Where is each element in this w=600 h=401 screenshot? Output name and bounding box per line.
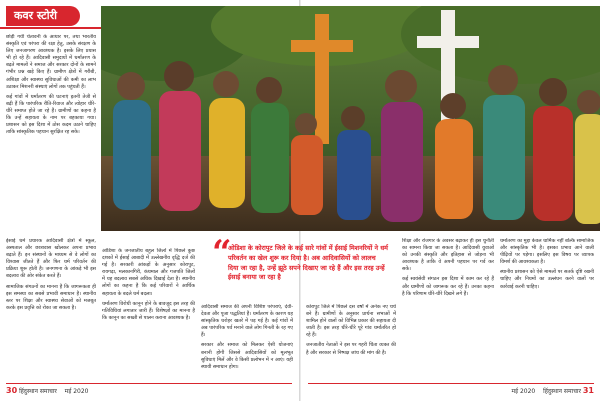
- text-column-2: [102, 248, 195, 380]
- footer-rule-right: [308, 383, 594, 384]
- paragraph: कई स्वयंसेवी संगठन इस दिशा में काम कर रहे हैं और ग्रामीणों को जागरूक कर रहे हैं। उनका कहना है कि परिणाम धीरे-धीरे दिखने लगे हैं।: [402, 276, 494, 297]
- issue-date-left: मई 2020: [64, 388, 89, 395]
- paragraph: धर्मांतरण का मुद्दा केवल धार्मिक नहीं बल्कि सामाजिक और सांस्कृतिक भी है। इसका प्रभाव आने वाली पीढ़ियों पर पड़ेगा। इसलिए इस विषय पर व्यापक विमर्श की आवश्यकता है।: [500, 238, 594, 266]
- text-column-5: [402, 238, 494, 380]
- paragraph: छोड़ी गयी चेतावनी के आधार पर, तथा भारतीय संस्कृति एवं परंपरा की रक्षा हेतु, उसके संरक्षण के लिए जनजागरण आवश्यक है। इसके लिए प्रयास भी हो रहे हैं। आदिवासी समुदायों में धर्मांतरण के बढ़ते मामलों ने समाज और सरकार दोनों के सामने गंभीर प्रश्न खड़े किए हैं। ग्रामीण क्षेत्रों में गरीबी, अशिक्षा और स्वास्थ्य सुविधाओं की कमी का लाभ उठाकर मिशनरी संस्थाएं लोगों तक पहुंचती हैं।: [6, 34, 96, 90]
- paragraph: सरकार और समाज को मिलकर ऐसी योजनाएं बनानी होंगी जिससे आदिवासियों को मूलभूत सुविधाएं मिलें और वे किसी प्रलोभन में न आएं। यही स्थायी समाधान होगा।: [201, 342, 293, 370]
- pull-quote-text: ओडिशा के कोरापुट जिले के कई सारे गांवों में ईसाई मिशनरियों ने धर्म परिवर्तन का खेल शुरू कर दिया है। अब आदिवासियों को लालच दिया जा रहा है, उन्हें झूठे सपने दिखाए जा रहे हैं और इस तरह उन्हें ईसाई बनाया जा रहा है: [228, 244, 389, 282]
- text-column-6: [500, 238, 594, 380]
- footer-rule-left: [6, 383, 292, 384]
- text-column-3: [201, 304, 293, 380]
- paragraph: शिक्षा और रोजगार के अवसर बढ़ाकर ही इस चुनौती का सामना किया जा सकता है। आदिवासी युवाओं को उनकी संस्कृति और इतिहास से जोड़ना भी आवश्यक है ताकि वे अपनी पहचान पर गर्व कर सकें।: [402, 238, 494, 273]
- paragraph: स्थानीय प्रशासन को ऐसे मामलों पर सतर्क दृष्टि रखनी चाहिए और नियमों का उल्लंघन करने वालों पर कार्रवाई करनी चाहिए।: [500, 269, 594, 290]
- paragraph: जनजातीय नेताओं ने इस पर गहरी चिंता व्यक्त की है और सरकार से निष्पक्ष जांच की मांग की है।: [306, 342, 396, 356]
- text-column-1b: [6, 238, 96, 380]
- issue-date-right: मई 2020: [511, 388, 536, 395]
- text-column-1: [6, 34, 96, 230]
- paragraph: धर्मांतरण विरोधी कानून होने के बावजूद इस तरह की गतिविधियां लगातार जारी हैं। विशेषज्ञों का मानना है कि कानून का सख्ती से पालन कराना आवश्यक है।: [102, 300, 195, 321]
- paragraph: कई गांवों में धर्मांतरण की घटनाएं इतनी तेजी से बढ़ी हैं कि पारंपरिक रीति-रिवाज और त्योहार धीरे-धीरे समाप्त होते जा रहे हैं। ग्रामीणों का कहना है कि उन्हें सहायता के नाम पर बहकाया गया। प्रशासन को इस दिशा में ठोस कदम उठाने चाहिए ताकि सांस्कृतिक पहचान सुरक्षित रह सके।: [6, 93, 96, 136]
- paragraph: आदिवासी समाज की अपनी विशिष्ट परंपराएं, देवी-देवता और पूजा पद्धतियां हैं। धर्मांतरण के कारण यह सांस्कृतिक धरोहर खतरे में पड़ गई है। कई गांवों में अब पारंपरिक पर्व मनाने वाले लोग गिनती के रह गए हैं।: [201, 304, 293, 339]
- paragraph: कोरापुट जिले में पिछले दस वर्षों में अनेक नए चर्च बने हैं। ग्रामीणों के अनुसार प्रार्थना सभाओं में शामिल होने वालों को विभिन्न प्रकार की सहायता दी जाती है। इस तरह धीरे-धीरे पूरे गांव धर्मांतरित हो रहे हैं।: [306, 304, 396, 339]
- procession-illustration: [101, 6, 600, 231]
- magazine-name-left: हिंदुस्थान समाचार: [19, 388, 57, 395]
- quote-mark-icon: “: [212, 233, 232, 273]
- paragraph: सामाजिक संगठनों का मानना है कि जागरूकता ही इस समस्या का सबसे प्रभावी समाधान है। स्थानीय स्तर पर शिक्षा और स्वास्थ्य सेवाओं को मजबूत करके इस प्रवृत्ति को रोका जा सकता है।: [6, 283, 96, 311]
- magazine-name-right: हिंदुस्थान समाचार: [543, 388, 581, 395]
- footer-left: [6, 386, 89, 397]
- cover-photo: [101, 6, 600, 231]
- page-number-right: 31: [582, 386, 594, 395]
- paragraph: ईसाई धर्म प्रचारक आदिवासी क्षेत्रों में स्कूल, अस्पताल और छात्रावास खोलकर अपना प्रभाव बढ़ाते हैं। इन संस्थानों के माध्यम से वे लोगों का विश्वास जीतते हैं और फिर धर्म परिवर्तन की प्रक्रिया शुरू होती है। जनगणना के आंकड़े भी इस बदलाव की ओर संकेत करते हैं।: [6, 238, 96, 280]
- paragraph: ओडिशा के जनजातीय बहुल जिलों में पिछले कुछ दशकों में ईसाई आबादी में उल्लेखनीय वृद्धि दर्ज की गई है। सरकारी आंकड़ों के अनुसार कोरापुट, रायगढ़ा, मलकानगिरी, कंधमाल और गजपति जिलों में यह बदलाव सबसे अधिक दिखाई देता है। स्थानीय लोगों का कहना है कि कई परिवारों ने आर्थिक सहायता के बदले धर्म बदला।: [102, 248, 195, 297]
- page-number-left: 30: [6, 386, 18, 395]
- text-column-4: [306, 304, 396, 380]
- footer-right: [512, 386, 595, 397]
- pull-quote: [212, 233, 389, 300]
- section-tag: कवर स्टोरी: [6, 6, 80, 26]
